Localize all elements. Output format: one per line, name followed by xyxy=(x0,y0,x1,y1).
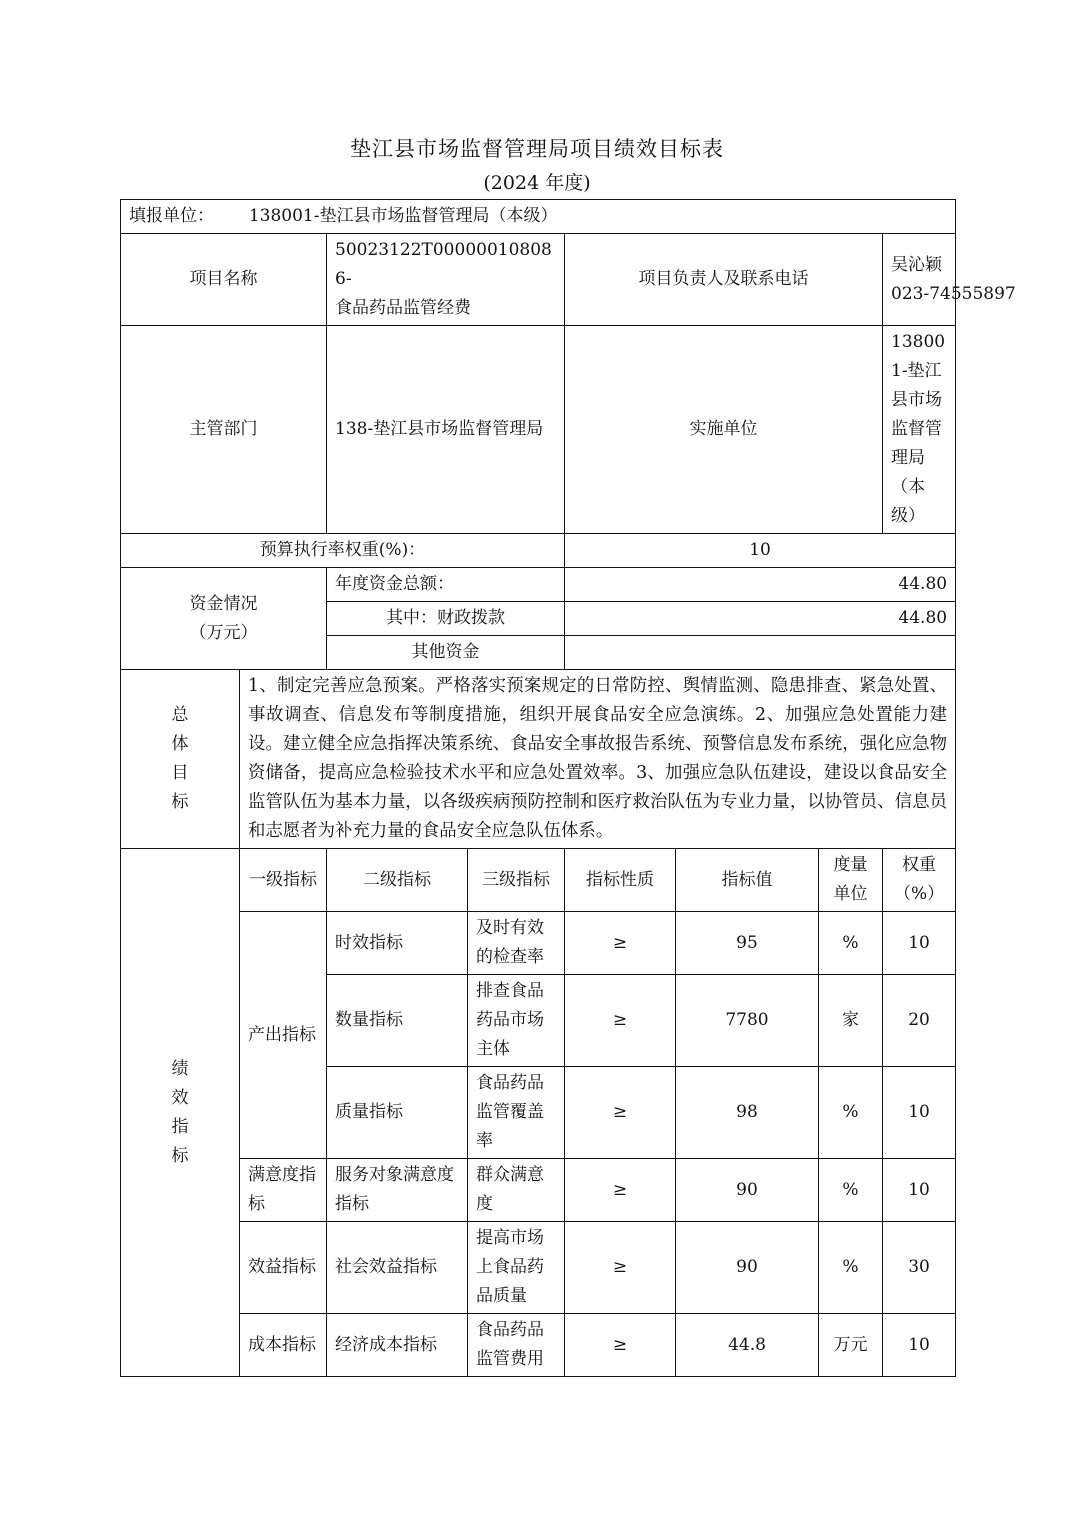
table-row xyxy=(121,912,956,975)
dept-value: 138-垫江县市场监督管理局 xyxy=(327,326,565,534)
unit-cell: % xyxy=(819,1222,883,1314)
nature-cell: ≥ xyxy=(565,1314,676,1377)
weight-cell: 10 xyxy=(883,912,956,975)
goal-label-char: 总 xyxy=(171,705,189,725)
weight-cell: 10 xyxy=(883,1067,956,1159)
unit-cell: 万元 xyxy=(819,1314,883,1377)
nature-cell: ≥ xyxy=(565,975,676,1067)
goal-text: 1、制定完善应急预案。严格落实预案规定的日常防控、舆情监测、隐患排查、紧急处置、事故调查、信息发布等制度措施，组织开展食品安全应急演练。2、加强应急处置能力建设。建立健全应急指挥决策系统、食品安全事故报告系统、预警信息发布系统，强化应急物资储备，提高应急检验技术水平和应急处置效率。3、加强应急队伍建设，建设以食品安全监管队伍为基本力量，以各级疾病预防控制和医疗救治队伍为专业力量，以协管员、信息员和志愿者为补充力量的食品安全应急队伍体系。 xyxy=(240,670,956,849)
level2-cell: 质量指标 xyxy=(327,1067,468,1159)
value-cell: 44.8 xyxy=(676,1314,819,1377)
fill-unit-row xyxy=(121,200,956,234)
page-subtitle: (2024 年度) xyxy=(483,172,591,194)
perf-header-row xyxy=(121,849,956,912)
value-cell: 90 xyxy=(676,1222,819,1314)
impl-value: 138001-垫江县市场监督管理局（本级） xyxy=(883,326,956,534)
funds-fiscal-label: 其中：财政拨款 xyxy=(327,602,565,636)
dept-row xyxy=(121,326,956,534)
fill-unit-value: 138001-垫江县市场监督管理局（本级） xyxy=(248,206,558,226)
header-nature: 指标性质 xyxy=(565,849,676,912)
header-level2: 二级指标 xyxy=(327,849,468,912)
impl-label: 实施单位 xyxy=(565,326,883,534)
funds-total-label: 年度资金总额： xyxy=(327,568,565,602)
funds-total-row xyxy=(121,568,956,602)
unit-cell: 家 xyxy=(819,975,883,1067)
funds-other-label: 其他资金 xyxy=(327,636,565,670)
budget-weight-label: 预算执行率权重(%)： xyxy=(121,534,565,568)
level2-cell: 经济成本指标 xyxy=(327,1314,468,1377)
table-row xyxy=(121,1314,956,1377)
perf-label-cell xyxy=(121,849,240,1377)
level2-cell: 数量指标 xyxy=(327,975,468,1067)
leader-phone: 023-74555897 xyxy=(891,283,1016,304)
dept-label: 主管部门 xyxy=(121,326,327,534)
funds-total-value: 44.80 xyxy=(565,568,956,602)
weight-cell: 20 xyxy=(883,975,956,1067)
fill-unit-label: 填报单位： xyxy=(129,206,214,226)
header-level1: 一级指标 xyxy=(240,849,327,912)
nature-cell: ≥ xyxy=(565,1159,676,1222)
header-weight: 权重（%） xyxy=(883,849,956,912)
nature-cell: ≥ xyxy=(565,1222,676,1314)
unit-cell: % xyxy=(819,1159,883,1222)
goal-label-char: 标 xyxy=(171,792,189,812)
value-cell: 7780 xyxy=(676,975,819,1067)
header-level3: 三级指标 xyxy=(468,849,565,912)
budget-weight-row xyxy=(121,534,956,568)
goal-label-char: 目 xyxy=(171,763,189,783)
goal-label-char: 体 xyxy=(171,734,189,754)
funds-other-value xyxy=(565,636,956,670)
goal-label-cell xyxy=(121,670,240,849)
level2-cell: 社会效益指标 xyxy=(327,1222,468,1314)
level2-cell: 服务对象满意度指标 xyxy=(327,1159,468,1222)
project-name-row xyxy=(121,234,956,326)
level3-cell: 及时有效的检查率 xyxy=(468,912,565,975)
perf-label-char: 绩 xyxy=(171,1058,189,1079)
funds-unit: （万元） xyxy=(189,622,258,643)
goal-row xyxy=(121,670,956,849)
group-satisfaction: 满意度指标 xyxy=(240,1159,327,1222)
budget-weight-value: 10 xyxy=(565,534,956,568)
value-cell: 90 xyxy=(676,1159,819,1222)
project-name-cell xyxy=(327,234,565,326)
project-name-label: 项目名称 xyxy=(121,234,327,326)
funds-label-cell xyxy=(121,568,327,670)
level3-cell: 提高市场上食品药品质量 xyxy=(468,1222,565,1314)
fill-unit-cell xyxy=(121,200,956,234)
group-output: 产出指标 xyxy=(240,912,327,1159)
funds-fiscal-value: 44.80 xyxy=(565,602,956,636)
unit-cell: % xyxy=(819,1067,883,1159)
weight-cell: 10 xyxy=(883,1159,956,1222)
header-value: 指标值 xyxy=(676,849,819,912)
unit-cell: % xyxy=(819,912,883,975)
value-cell: 98 xyxy=(676,1067,819,1159)
table-row xyxy=(121,1159,956,1222)
project-code: 50023122T000000108086- xyxy=(335,240,552,289)
nature-cell: ≥ xyxy=(565,912,676,975)
value-cell: 95 xyxy=(676,912,819,975)
nature-cell: ≥ xyxy=(565,1067,676,1159)
table-row xyxy=(121,1222,956,1314)
perf-label-char: 标 xyxy=(171,1145,189,1166)
leader-cell xyxy=(883,234,1016,326)
performance-target-table xyxy=(120,199,1016,1377)
weight-cell: 10 xyxy=(883,1314,956,1377)
funds-label: 资金情况 xyxy=(189,593,258,614)
header-unit: 度量单位 xyxy=(819,849,883,912)
perf-label-char: 效 xyxy=(171,1087,189,1108)
group-cost: 成本指标 xyxy=(240,1314,327,1377)
level3-cell: 食品药品监管费用 xyxy=(468,1314,565,1377)
leader-label: 项目负责人及联系电话 xyxy=(565,234,883,326)
project-name: 食品药品监管经费 xyxy=(335,298,471,318)
perf-label-char: 指 xyxy=(171,1116,189,1137)
weight-cell: 30 xyxy=(883,1222,956,1314)
leader-name: 吴沁颖 xyxy=(891,254,942,275)
level3-cell: 排查食品药品市场主体 xyxy=(468,975,565,1067)
level3-cell: 群众满意度 xyxy=(468,1159,565,1222)
level3-cell: 食品药品监管覆盖率 xyxy=(468,1067,565,1159)
page-title: 垫江县市场监督管理局项目绩效目标表 xyxy=(350,137,724,161)
group-benefit: 效益指标 xyxy=(240,1222,327,1314)
level2-cell: 时效指标 xyxy=(327,912,468,975)
